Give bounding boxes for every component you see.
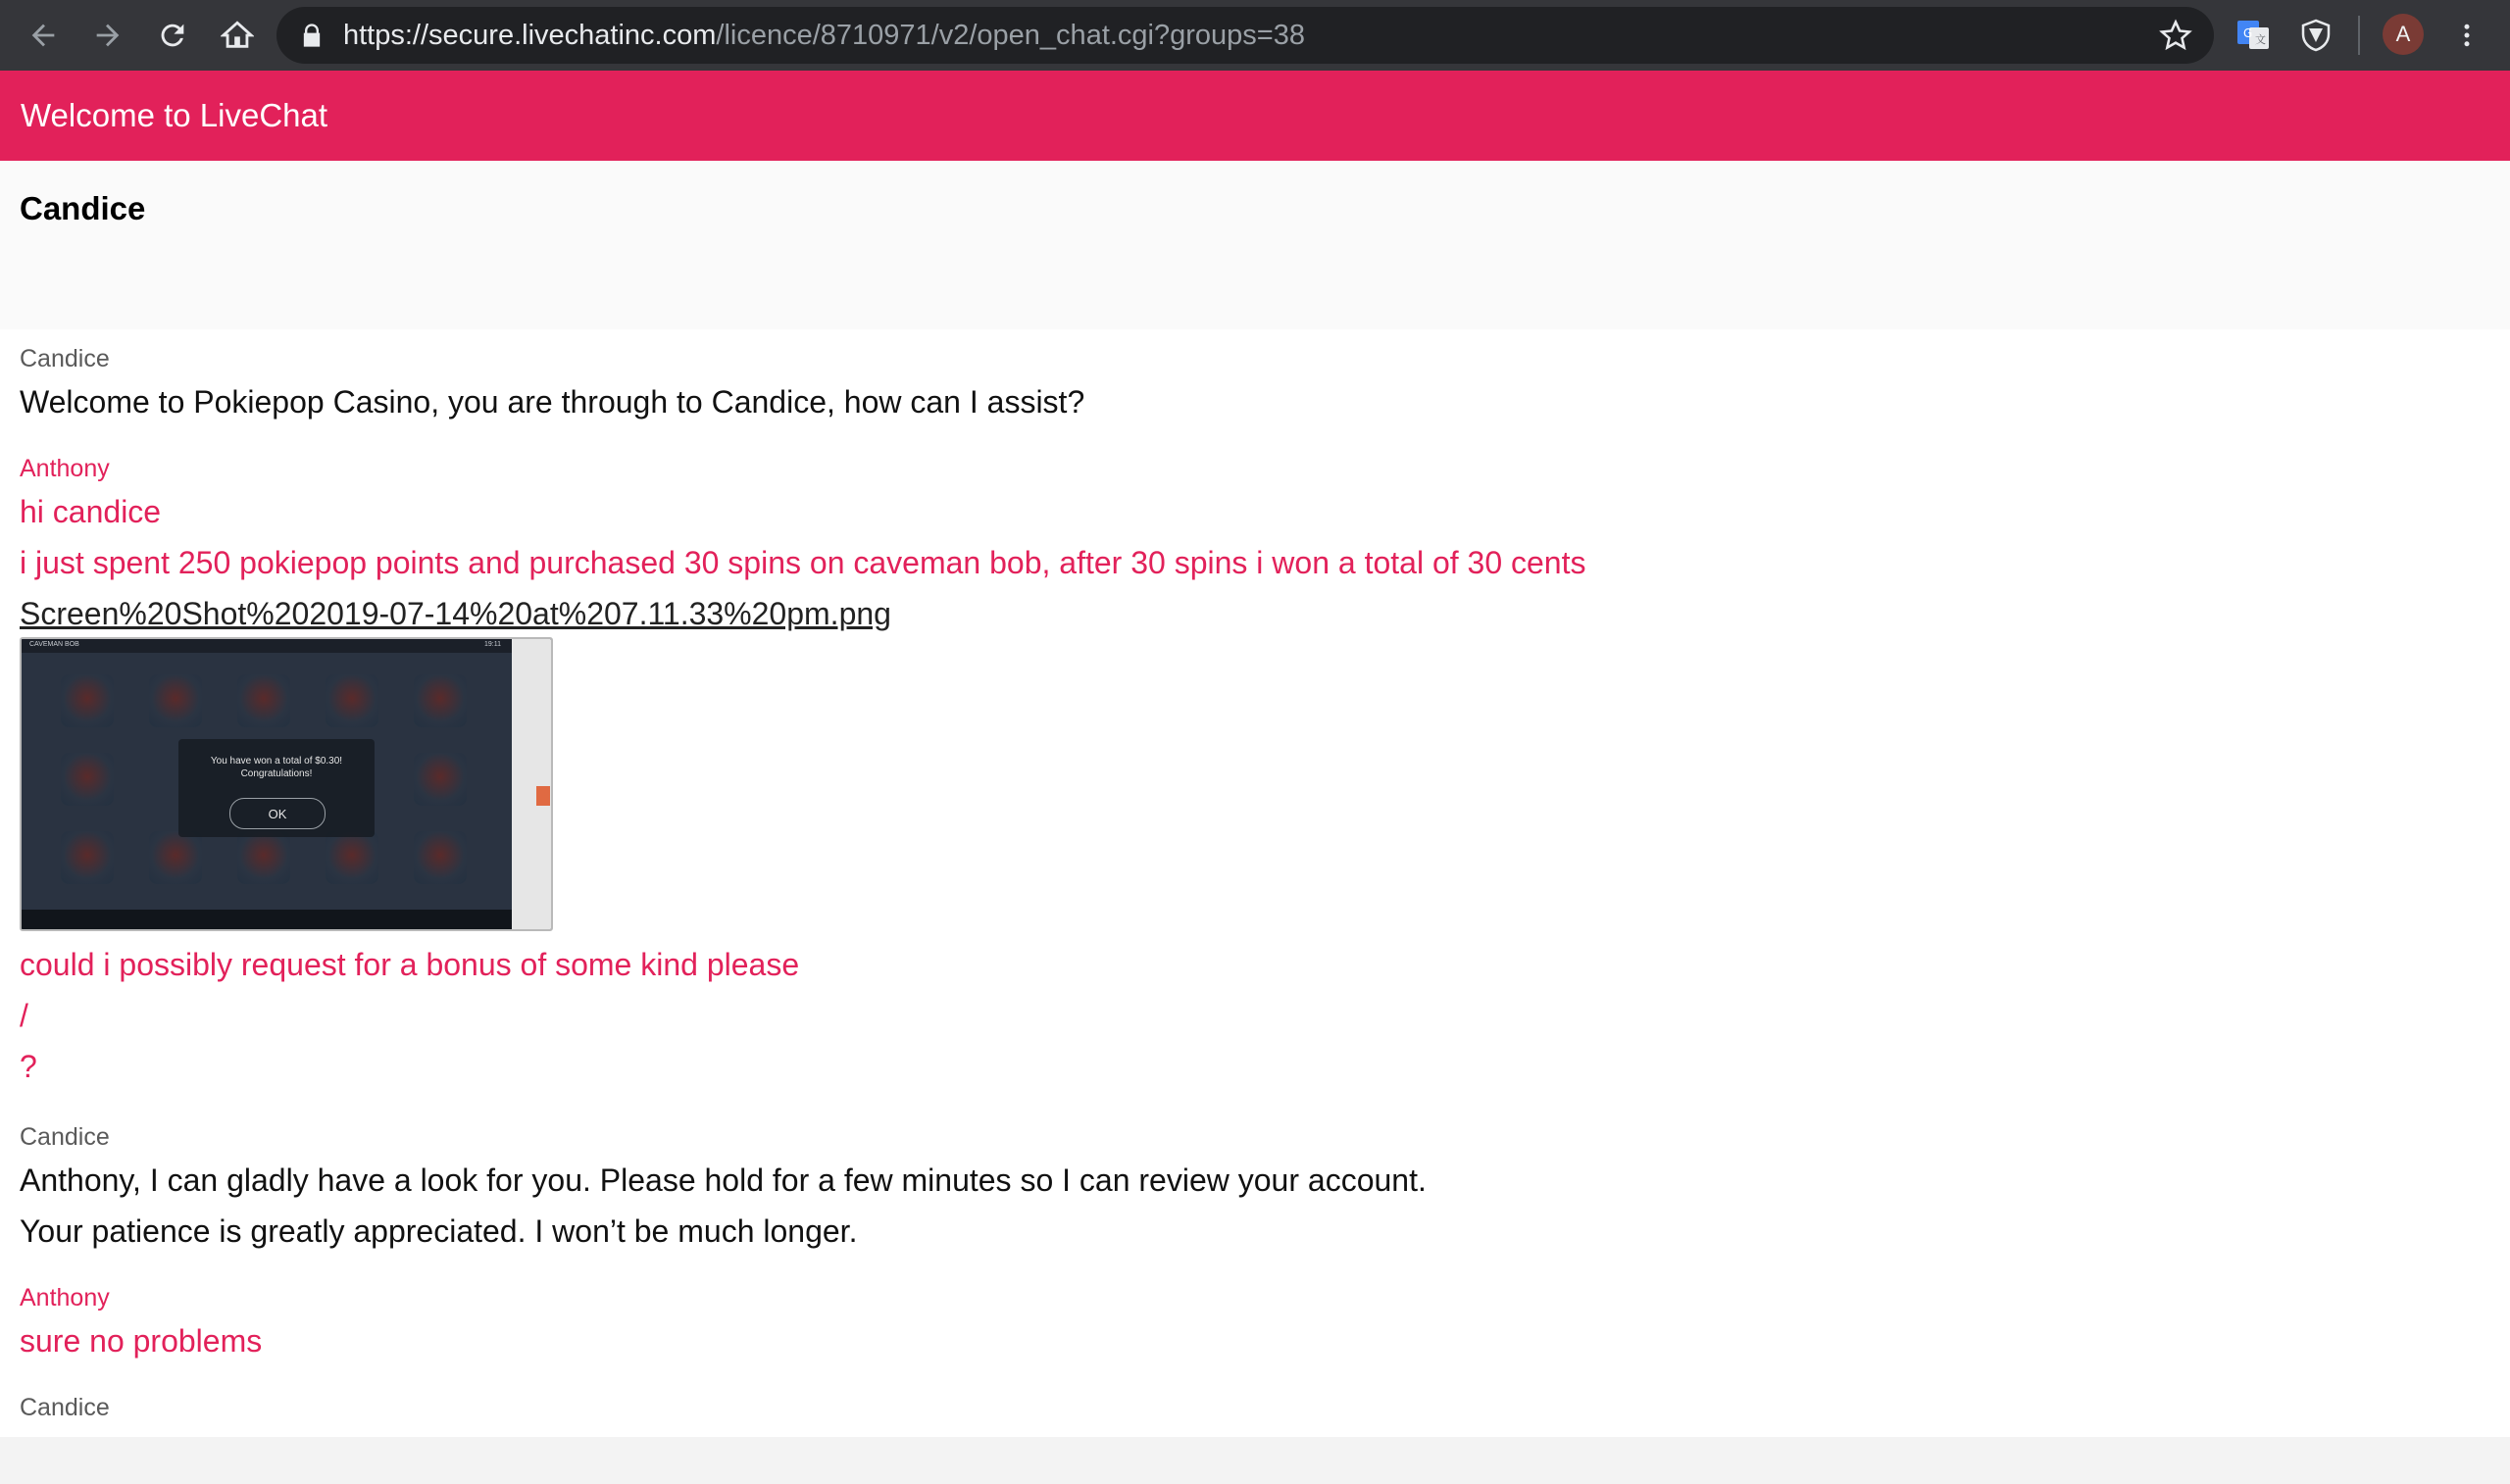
message-author: Anthony xyxy=(20,1284,110,1311)
reel-symbol xyxy=(414,674,467,727)
message-group-visitor xyxy=(20,451,1585,639)
browser-toolbar xyxy=(0,0,2510,71)
forward-icon[interactable] xyxy=(80,8,135,63)
message-author: Anthony xyxy=(20,455,110,482)
thumbnail-bottom-bar xyxy=(22,910,512,929)
message-author: Candice xyxy=(20,1123,110,1151)
url-text xyxy=(343,20,1305,52)
profile-avatar[interactable]: A xyxy=(2383,14,2424,55)
bookmark-star-icon[interactable] xyxy=(2159,19,2192,52)
reel-symbol xyxy=(61,674,114,727)
win-popup-text xyxy=(178,755,375,780)
reel-symbol xyxy=(149,674,202,727)
message-group-agent xyxy=(20,1390,110,1425)
thumbnail-titlebar xyxy=(22,639,551,653)
shield-extension-icon[interactable] xyxy=(2294,14,2337,57)
chat-footer xyxy=(0,1437,2510,1484)
message-group-agent xyxy=(20,1119,1427,1257)
address-bar[interactable] xyxy=(276,7,2214,64)
win-popup-line-2: Congratulations! xyxy=(240,768,313,779)
agent-name: Candice xyxy=(20,190,146,226)
message-text: Your patience is greatly appreciated. I won’t be much longer. xyxy=(20,1213,858,1249)
reel-symbol xyxy=(414,831,467,884)
reel-symbol xyxy=(237,831,290,884)
agent-info-bar xyxy=(0,161,2510,329)
chat-header xyxy=(0,71,2510,161)
url-path: /licence/8710971/v2/open_chat.cgi?groups=38 xyxy=(716,19,1305,51)
reel-symbol xyxy=(414,753,467,806)
reel-symbol xyxy=(326,674,378,727)
menu-icon[interactable] xyxy=(2445,14,2488,57)
win-popup xyxy=(178,739,375,837)
message-group-agent xyxy=(20,341,1084,427)
message-text: could i possibly request for a bonus of some kind please xyxy=(20,947,800,982)
thumbnail-clock: 19:11 xyxy=(484,641,501,648)
attachment-thumbnail[interactable] xyxy=(20,637,553,931)
thumbnail-side-panel xyxy=(512,639,551,929)
toolbar-divider xyxy=(2358,16,2360,55)
message-text: i just spent 250 pokiepop points and purchased 30 spins on caveman bob, after 30 spins i won a total of 30 cents xyxy=(20,545,1586,580)
reel-symbol xyxy=(61,753,114,806)
message-text: Welcome to Pokiepop Casino, you are through to Candice, how can I assist? xyxy=(20,384,1085,420)
home-icon[interactable] xyxy=(210,8,265,63)
reel-symbol xyxy=(61,831,114,884)
thumbnail-game-title: CAVEMAN BOB xyxy=(29,641,79,648)
message-group-visitor xyxy=(20,1280,262,1366)
svg-text:G: G xyxy=(2243,26,2253,40)
message-text: / xyxy=(20,998,28,1033)
message-text: ? xyxy=(20,1049,37,1084)
reel-symbol xyxy=(326,831,378,884)
message-text: hi candice xyxy=(20,494,162,529)
attachment-filename[interactable]: Screen%20Shot%202019-07-14%20at%207.11.33%20pm.png xyxy=(20,596,891,631)
chat-header-title: Welcome to LiveChat xyxy=(21,97,328,133)
reel-symbol xyxy=(149,831,202,884)
message-group-visitor-cont xyxy=(20,939,799,1092)
back-icon[interactable] xyxy=(16,8,71,63)
lock-icon xyxy=(298,22,326,49)
message-text: sure no problems xyxy=(20,1323,263,1359)
message-author: Candice xyxy=(20,1394,110,1421)
thumbnail-side-tab xyxy=(536,786,550,806)
reel-symbol xyxy=(237,674,290,727)
attachment-link[interactable] xyxy=(20,588,1585,639)
chat-transcript[interactable] xyxy=(20,329,2490,1437)
reload-icon[interactable] xyxy=(145,8,200,63)
url-host: https://secure.livechatinc.com xyxy=(343,19,717,51)
win-popup-ok-button: OK xyxy=(229,798,326,829)
message-author: Candice xyxy=(20,345,110,372)
message-text: Anthony, I can gladly have a look for you. Please hold for a few minutes so I can review your account. xyxy=(20,1162,1427,1198)
win-popup-line-1: You have won a total of $0.30! xyxy=(210,756,343,767)
svg-text:文: 文 xyxy=(2255,33,2266,46)
translate-extension-icon[interactable] xyxy=(2232,14,2275,57)
